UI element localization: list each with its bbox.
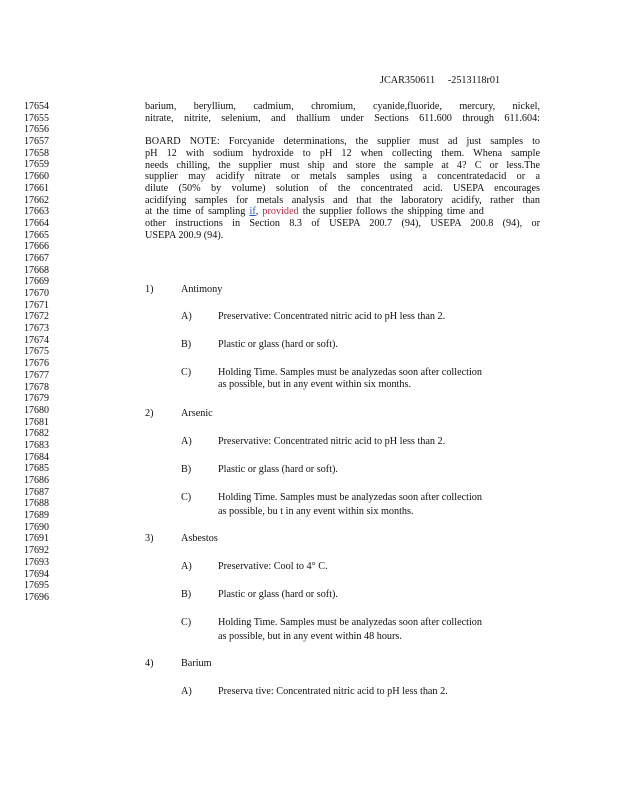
item-1-container: Plastic or glass (hard or soft). — [218, 339, 338, 350]
item-3-b-letter: B) — [181, 589, 192, 600]
item-3-c-letter: C) — [181, 617, 192, 628]
inserted-text-provided: provided — [262, 206, 299, 218]
item-1-number: 1) — [145, 284, 154, 295]
line-number: 17662 — [24, 194, 49, 206]
board-note-line-6: acidifying samples for metals analysis and that the laboratory acidify, rather than — [145, 194, 540, 206]
item-2-c-letter: C) — [181, 492, 192, 503]
line-number: 17689 — [24, 510, 49, 522]
board-note-line-3: needs chilling, the supplier must ship and store the sample at 4? C or less.The — [145, 159, 540, 171]
line-number: 17656 — [24, 124, 49, 136]
line-number: 17659 — [24, 159, 49, 171]
board-note-line-7-start: at the time of sampling — [145, 206, 250, 218]
line-number: 17666 — [24, 241, 49, 253]
line-number: 17672 — [24, 311, 49, 323]
item-1-c-letter: C) — [181, 367, 192, 378]
line-number: 17665 — [24, 229, 49, 241]
line-number: 17690 — [24, 521, 49, 533]
board-note-line-7-end: the supplier follows the shipping time and — [298, 206, 484, 218]
line-number: 17660 — [24, 171, 49, 183]
item-2-holding-time-line-1: Holding Time. Samples must be analyzedas soon after collection — [218, 492, 482, 503]
line-number: 17657 — [24, 136, 49, 148]
item-1-title: Antimony — [181, 284, 223, 295]
line-number: 17692 — [24, 545, 49, 557]
item-1-a-letter: A) — [181, 311, 192, 322]
line-number: 17671 — [24, 299, 49, 311]
item-1-b-letter: B) — [181, 339, 192, 350]
line-number: 17664 — [24, 217, 49, 229]
line-number: 17688 — [24, 498, 49, 510]
page-header — [380, 75, 500, 86]
board-note-line-5: dilute (50% by volume) solution of the concentrated acid. USEPA encourages — [145, 182, 540, 194]
line-number: 17677 — [24, 369, 49, 381]
line-number: 17678 — [24, 381, 49, 393]
line-number: 17684 — [24, 451, 49, 463]
item-3-container: Plastic or glass (hard or soft). — [218, 589, 338, 600]
line-number: 17658 — [24, 147, 49, 159]
item-2-preservative: Preservative: Concentrated nitric acid to pH less than 2. — [218, 436, 446, 447]
line-number: 17673 — [24, 323, 49, 335]
line-number: 17667 — [24, 252, 49, 264]
item-2-container: Plastic or glass (hard or soft). — [218, 464, 338, 475]
item-3-holding-time-line-2: as possible, but in any event within 48 hours. — [218, 631, 402, 642]
line-number: 17669 — [24, 276, 49, 288]
line-number: 17691 — [24, 533, 49, 545]
intro-line-2: nitrate, nitrite, selenium, and thallium under Sections 611.600 through 611.604: — [145, 112, 540, 124]
item-3-number: 3) — [145, 533, 154, 544]
item-2-a-letter: A) — [181, 436, 192, 447]
board-note-line-7 — [145, 206, 540, 218]
line-number: 17674 — [24, 334, 49, 346]
item-2-holding-time-line-2: as possible, bu t in any event within six months. — [218, 506, 414, 517]
line-number: 17695 — [24, 580, 49, 592]
revision-id: -2513118r01 — [447, 75, 501, 86]
item-4-preservative: Preserva tive: Concentrated nitric acid to pH less than 2. — [218, 686, 448, 697]
intro-line-1: barium, beryllium, cadmium, chromium, cyanide,fluoride, mercury, nickel, — [145, 101, 540, 112]
line-number: 17696 — [24, 591, 49, 603]
item-1-holding-time-line-1: Holding Time. Samples must be analyzedas soon after collection — [218, 367, 482, 378]
line-number-gutter — [24, 101, 64, 604]
line-number: 17681 — [24, 416, 49, 428]
board-note-line-9: USEPA 200.9 (94). — [145, 229, 224, 241]
item-1-holding-time-line-2: as possible, but in any event within six months. — [218, 378, 411, 390]
item-2-title: Arsenic — [181, 408, 213, 419]
line-number: 17682 — [24, 428, 49, 440]
document-id: JCAR350611 — [380, 75, 436, 86]
line-number: 17676 — [24, 358, 49, 370]
line-number: 17680 — [24, 404, 49, 416]
item-3-title: Asbestos — [181, 533, 218, 544]
line-number: 17661 — [24, 182, 49, 194]
item-3-preservative: Preservative: Cool to 4° C. — [218, 561, 328, 572]
line-number: 17693 — [24, 556, 49, 568]
item-2-number: 2) — [145, 408, 154, 419]
item-3-a-letter: A) — [181, 561, 192, 572]
line-number: 17683 — [24, 439, 49, 451]
line-number: 17668 — [24, 264, 49, 276]
line-number: 17679 — [24, 393, 49, 405]
board-note-line-8: other instructions in Section 8.3 of USEPA 200.7 (94), USEPA 200.8 (94), or — [145, 218, 540, 229]
item-3-holding-time-line-1: Holding Time. Samples must be analyzedas soon after collection — [218, 617, 482, 628]
board-note-line-4: supplier may acidify nitrate or metals samples using a concentratedacid or a — [145, 171, 540, 183]
board-note-line-2: pH 12 with sodium hydroxide to pH 12 when collecting them. Whena sample — [145, 147, 540, 159]
item-1-preservative: Preservative: Concentrated nitric acid to pH less than 2. — [218, 311, 446, 322]
item-4-number: 4) — [145, 658, 154, 669]
line-number: 17663 — [24, 206, 49, 218]
line-number: 17655 — [24, 112, 49, 124]
item-4-title: Barium — [181, 658, 212, 669]
line-number: 17686 — [24, 475, 49, 486]
line-number: 17670 — [24, 288, 49, 299]
line-number: 17675 — [24, 346, 49, 358]
line-number: 17694 — [24, 568, 49, 580]
line-number: 17687 — [24, 486, 49, 498]
item-4-a-letter: A) — [181, 686, 192, 697]
line-number: 17654 — [24, 101, 49, 112]
board-note-line-1: BOARD NOTE: Forcyanide determinations, the supplier must ad just samples to — [145, 136, 540, 148]
item-2-b-letter: B) — [181, 464, 192, 475]
separator: , — [255, 206, 263, 218]
deleted-text-if[interactable]: if — [249, 206, 256, 218]
line-number: 17685 — [24, 463, 49, 475]
